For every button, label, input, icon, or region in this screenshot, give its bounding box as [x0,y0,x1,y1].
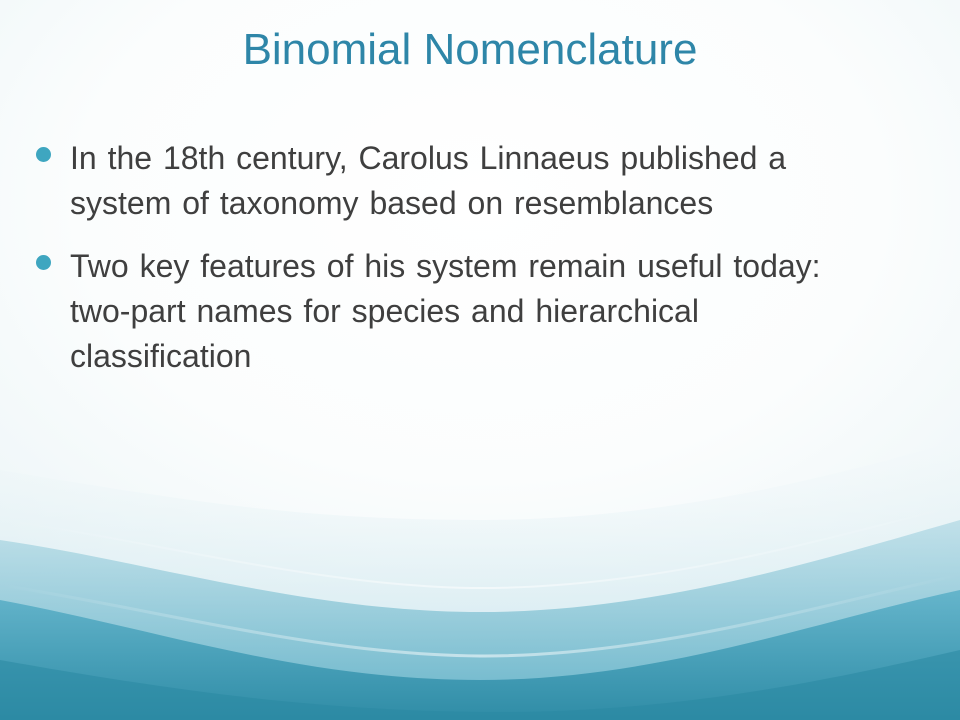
bullet-list [34,136,884,397]
bullet-text: Two key features of his system remain useful today: two-part names for species and hierarchical classification [70,248,821,374]
bullet-text: In the 18th century, Carolus Linnaeus published a system of taxonomy based on resemblances [70,140,787,221]
bullet-dot-icon [36,255,51,270]
bullet-dot-icon [36,147,51,162]
bullet-item [34,136,884,226]
bullet-item [34,244,884,379]
slide-title: Binomial Nomenclature [242,25,698,74]
